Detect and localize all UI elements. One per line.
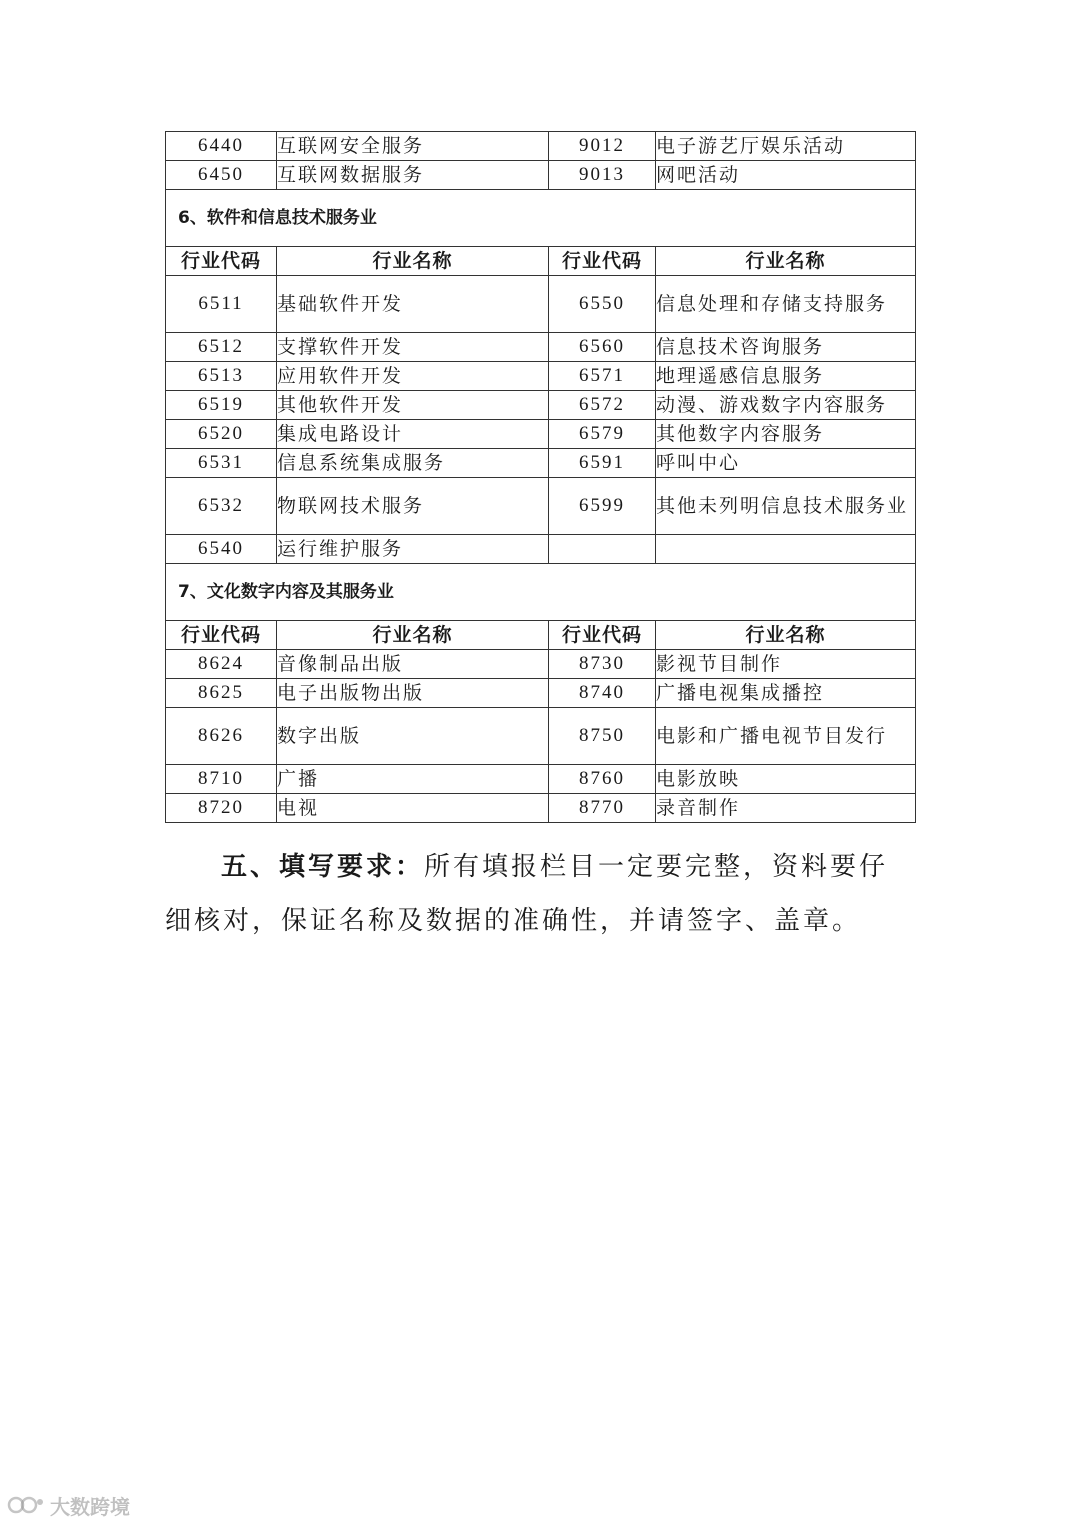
industry-code: 6591 xyxy=(549,449,656,478)
industry-code: 8770 xyxy=(549,794,656,823)
industry-name: 电视 xyxy=(277,794,549,823)
industry-code: 8750 xyxy=(549,708,656,765)
industry-name: 运行维护服务 xyxy=(277,535,549,564)
industry-code: 6540 xyxy=(166,535,277,564)
industry-code: 8710 xyxy=(166,765,277,794)
section-title-row xyxy=(166,564,916,621)
industry-code: 6512 xyxy=(166,333,277,362)
industry-name: 信息处理和存储支持服务 xyxy=(656,276,916,333)
industry-code: 6440 xyxy=(166,132,277,161)
column-header: 行业代码 xyxy=(166,247,277,276)
table-row xyxy=(166,708,916,765)
industry-code: 8740 xyxy=(549,679,656,708)
industry-code: 8625 xyxy=(166,679,277,708)
industry-code: 6450 xyxy=(166,161,277,190)
industry-code: 6572 xyxy=(549,391,656,420)
industry-code: 6519 xyxy=(166,391,277,420)
column-header: 行业名称 xyxy=(656,247,916,276)
industry-code: 6531 xyxy=(166,449,277,478)
industry-code: 8624 xyxy=(166,650,277,679)
table-row xyxy=(166,161,916,190)
industry-name: 互联网安全服务 xyxy=(277,132,549,161)
industry-name: 应用软件开发 xyxy=(277,362,549,391)
industry-code: 6520 xyxy=(166,420,277,449)
industry-name: 网吧活动 xyxy=(656,161,916,190)
industry-code: 8720 xyxy=(166,794,277,823)
industry-code: 8730 xyxy=(549,650,656,679)
industry-name: 动漫、游戏数字内容服务 xyxy=(656,391,916,420)
industry-name: 电影和广播电视节目发行 xyxy=(656,708,916,765)
industry-code: 6511 xyxy=(166,276,277,333)
industry-code xyxy=(549,535,656,564)
paragraph-text: 所有填报栏目一定要完整，资料要仔细核对，保证名称及数据的准确性，并请签字、盖章。 xyxy=(165,852,889,936)
table-row xyxy=(166,794,916,823)
table-row xyxy=(166,449,916,478)
industry-code: 6560 xyxy=(549,333,656,362)
industry-code: 6579 xyxy=(549,420,656,449)
industry-name: 其他未列明信息技术服务业 xyxy=(656,478,916,535)
industry-name: 广播电视集成播控 xyxy=(656,679,916,708)
table-row xyxy=(166,478,916,535)
industry-name: 互联网数据服务 xyxy=(277,161,549,190)
industry-code: 9013 xyxy=(549,161,656,190)
industry-name: 其他软件开发 xyxy=(277,391,549,420)
industry-name: 信息技术咨询服务 xyxy=(656,333,916,362)
column-header: 行业代码 xyxy=(166,621,277,650)
industry-name: 音像制品出版 xyxy=(277,650,549,679)
industry-name: 录音制作 xyxy=(656,794,916,823)
table-row xyxy=(166,765,916,794)
table-row xyxy=(166,650,916,679)
industry-code: 6571 xyxy=(549,362,656,391)
industry-name: 电子游艺厅娱乐活动 xyxy=(656,132,916,161)
paragraph-heading: 五、填写要求： xyxy=(221,852,425,882)
column-header: 行业代码 xyxy=(549,621,656,650)
industry-name: 集成电路设计 xyxy=(277,420,549,449)
industry-code: 6550 xyxy=(549,276,656,333)
industry-code-table xyxy=(165,131,916,823)
section-title-row xyxy=(166,190,916,247)
industry-code: 9012 xyxy=(549,132,656,161)
column-header: 行业名称 xyxy=(277,247,549,276)
industry-name: 电影放映 xyxy=(656,765,916,794)
industry-name: 电子出版物出版 xyxy=(277,679,549,708)
table-header-row xyxy=(166,247,916,276)
industry-name: 地理遥感信息服务 xyxy=(656,362,916,391)
table-row xyxy=(166,276,916,333)
column-header: 行业代码 xyxy=(549,247,656,276)
industry-name: 影视节目制作 xyxy=(656,650,916,679)
industry-code: 8760 xyxy=(549,765,656,794)
industry-name: 呼叫中心 xyxy=(656,449,916,478)
industry-code: 6513 xyxy=(166,362,277,391)
industry-code: 8626 xyxy=(166,708,277,765)
industry-name: 支撑软件开发 xyxy=(277,333,549,362)
table-row xyxy=(166,333,916,362)
table-header-row xyxy=(166,621,916,650)
table-row xyxy=(166,535,916,564)
section-title: 6、软件和信息技术服务业 xyxy=(166,190,916,247)
industry-name: 基础软件开发 xyxy=(277,276,549,333)
table-row xyxy=(166,362,916,391)
logo-icon xyxy=(6,1494,46,1516)
column-header: 行业名称 xyxy=(277,621,549,650)
industry-name: 其他数字内容服务 xyxy=(656,420,916,449)
filling-requirements-paragraph xyxy=(165,840,917,948)
table-row xyxy=(166,132,916,161)
industry-code: 6532 xyxy=(166,478,277,535)
industry-code: 6599 xyxy=(549,478,656,535)
industry-name xyxy=(656,535,916,564)
industry-name: 广播 xyxy=(277,765,549,794)
column-header: 行业名称 xyxy=(656,621,916,650)
industry-name: 物联网技术服务 xyxy=(277,478,549,535)
watermark-text: 大数跨境 xyxy=(50,1494,130,1519)
industry-name: 数字出版 xyxy=(277,708,549,765)
table-row xyxy=(166,679,916,708)
watermark xyxy=(6,1490,130,1520)
industry-name: 信息系统集成服务 xyxy=(277,449,549,478)
table-row xyxy=(166,420,916,449)
table-row xyxy=(166,391,916,420)
section-title: 7、文化数字内容及其服务业 xyxy=(166,564,916,621)
